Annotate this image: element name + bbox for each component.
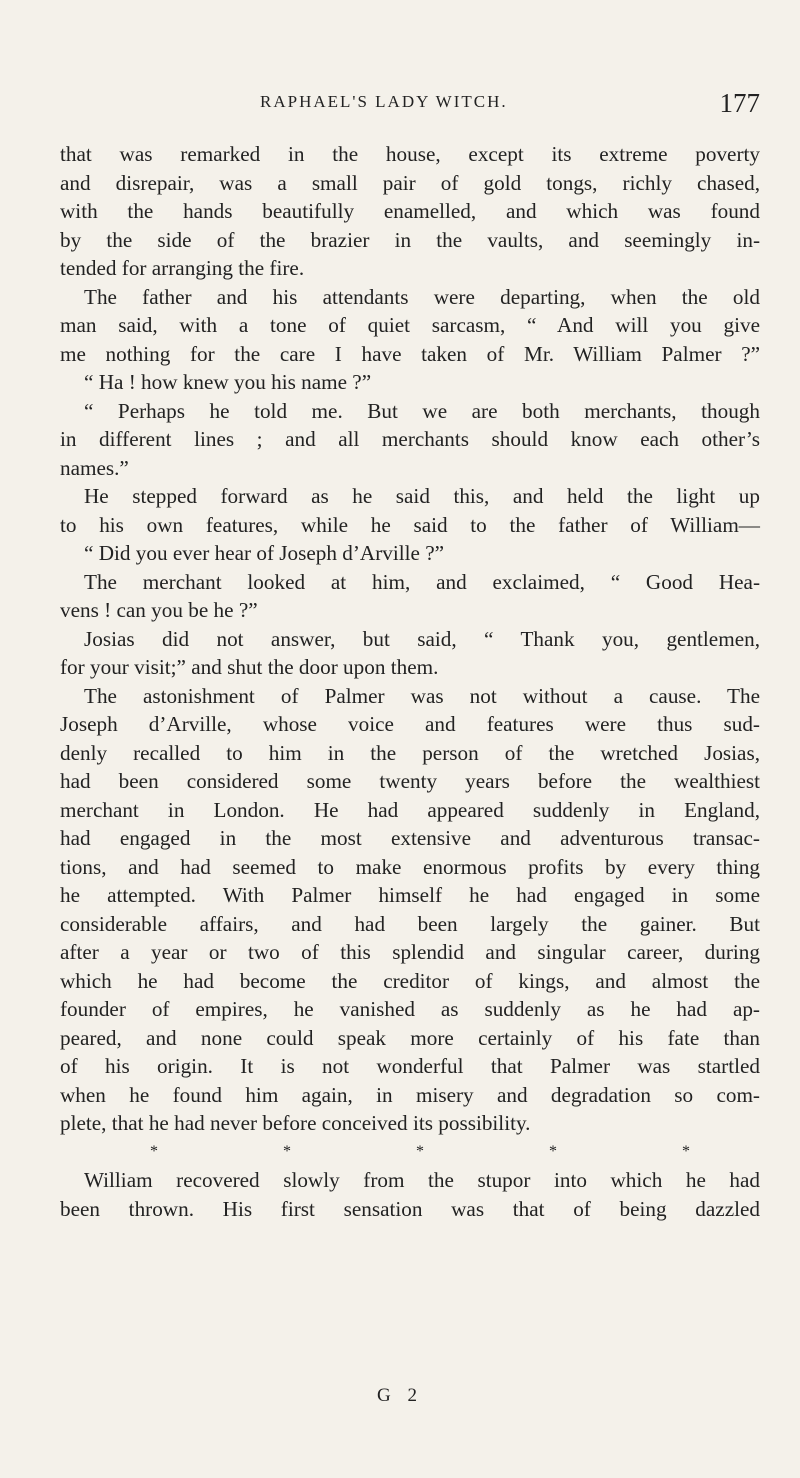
text-line: of his origin. It is not wonderful that Palmer was startled bbox=[60, 1054, 760, 1078]
text-line: had been considered some twenty years before the wealthiest bbox=[60, 769, 760, 793]
page-number: 177 bbox=[719, 88, 760, 118]
text-line: The merchant looked at him, and exclaimed, “ Good Hea- bbox=[84, 569, 760, 594]
asterism-star: * bbox=[283, 1142, 291, 1160]
section-break bbox=[60, 1138, 760, 1167]
text-line: considerable affairs, and had been largely the gainer. But bbox=[60, 911, 760, 936]
text-line: with the hands beautifully enamelled, and which was found bbox=[60, 199, 760, 223]
text-line: Josias did not answer, but said, “ Thank you, gentlemen, bbox=[84, 626, 760, 651]
asterism-star: * bbox=[150, 1142, 158, 1160]
running-title: RAPHAEL'S LADY WITCH. bbox=[260, 92, 508, 111]
text-line: after a year or two of this splendid and singular career, during bbox=[60, 940, 760, 964]
asterism-star: * bbox=[549, 1142, 557, 1160]
asterism-star: * bbox=[416, 1142, 424, 1160]
text-line: peared, and none could speak more certainly of his fate than bbox=[60, 1025, 760, 1050]
text-line: “ Did you ever hear of Joseph d’Arville ?” bbox=[84, 541, 445, 565]
text-line: He stepped forward as he said this, and held the light up bbox=[84, 484, 760, 508]
text-line: Joseph d’Arville, whose voice and features were thus sud- bbox=[60, 712, 760, 736]
text-line: “ Ha ! how knew you his name ?” bbox=[84, 370, 372, 394]
body-text bbox=[60, 140, 760, 1223]
signature-mark: G 2 bbox=[377, 1385, 423, 1406]
text-line: been thrown. His first sensation was that of being dazzled bbox=[60, 1196, 760, 1221]
text-line: merchant in London. He had appeared suddenly in England, bbox=[60, 797, 760, 822]
text-line: founder of empires, he vanished as suddenly as he had ap- bbox=[60, 997, 760, 1021]
text-line: in different lines ; and all merchants should know each other’s bbox=[60, 427, 760, 451]
text-line: he attempted. With Palmer himself he had engaged in some bbox=[60, 883, 760, 907]
text-line: tended for arranging the fire. bbox=[60, 256, 305, 280]
text-line: had engaged in the most extensive and adventurous transac- bbox=[60, 826, 760, 850]
paragraphs-after-break bbox=[60, 1166, 760, 1223]
text-line: for your visit;” and shut the door upon them. bbox=[60, 655, 439, 679]
text-line: William recovered slowly from the stupor into which he had bbox=[84, 1168, 760, 1192]
text-line: by the side of the brazier in the vaults, and seemingly in- bbox=[60, 227, 760, 252]
text-line: that was remarked in the house, except its extreme poverty bbox=[60, 142, 760, 166]
text-line: vens ! can you be he ?” bbox=[60, 598, 258, 622]
text-line: when he found him again, in misery and degradation so com- bbox=[60, 1082, 760, 1107]
asterism-star: * bbox=[682, 1142, 690, 1160]
text-line: plete, that he had never before conceived its possibility. bbox=[60, 1111, 531, 1135]
text-line: man said, with a tone of quiet sarcasm, “ And will you give bbox=[60, 313, 760, 337]
page-header bbox=[110, 88, 760, 122]
text-line: names.” bbox=[60, 455, 129, 480]
text-line: which he had become the creditor of kings, and almost the bbox=[60, 968, 760, 993]
text-line: denly recalled to him in the person of the wretched Josias, bbox=[60, 740, 760, 765]
text-line: tions, and had seemed to make enormous profits by every thing bbox=[60, 854, 760, 879]
paragraphs bbox=[60, 140, 760, 1138]
text-line: “ Perhaps he told me. But we are both merchants, though bbox=[84, 398, 760, 423]
text-line: and disrepair, was a small pair of gold tongs, richly chased, bbox=[60, 170, 760, 195]
text-line: The father and his attendants were departing, when the old bbox=[84, 284, 760, 309]
text-line: me nothing for the care I have taken of Mr. William Palmer ?” bbox=[60, 341, 760, 366]
text-line: The astonishment of Palmer was not without a cause. The bbox=[84, 683, 760, 708]
text-line: to his own features, while he said to the father of William— bbox=[60, 512, 760, 537]
